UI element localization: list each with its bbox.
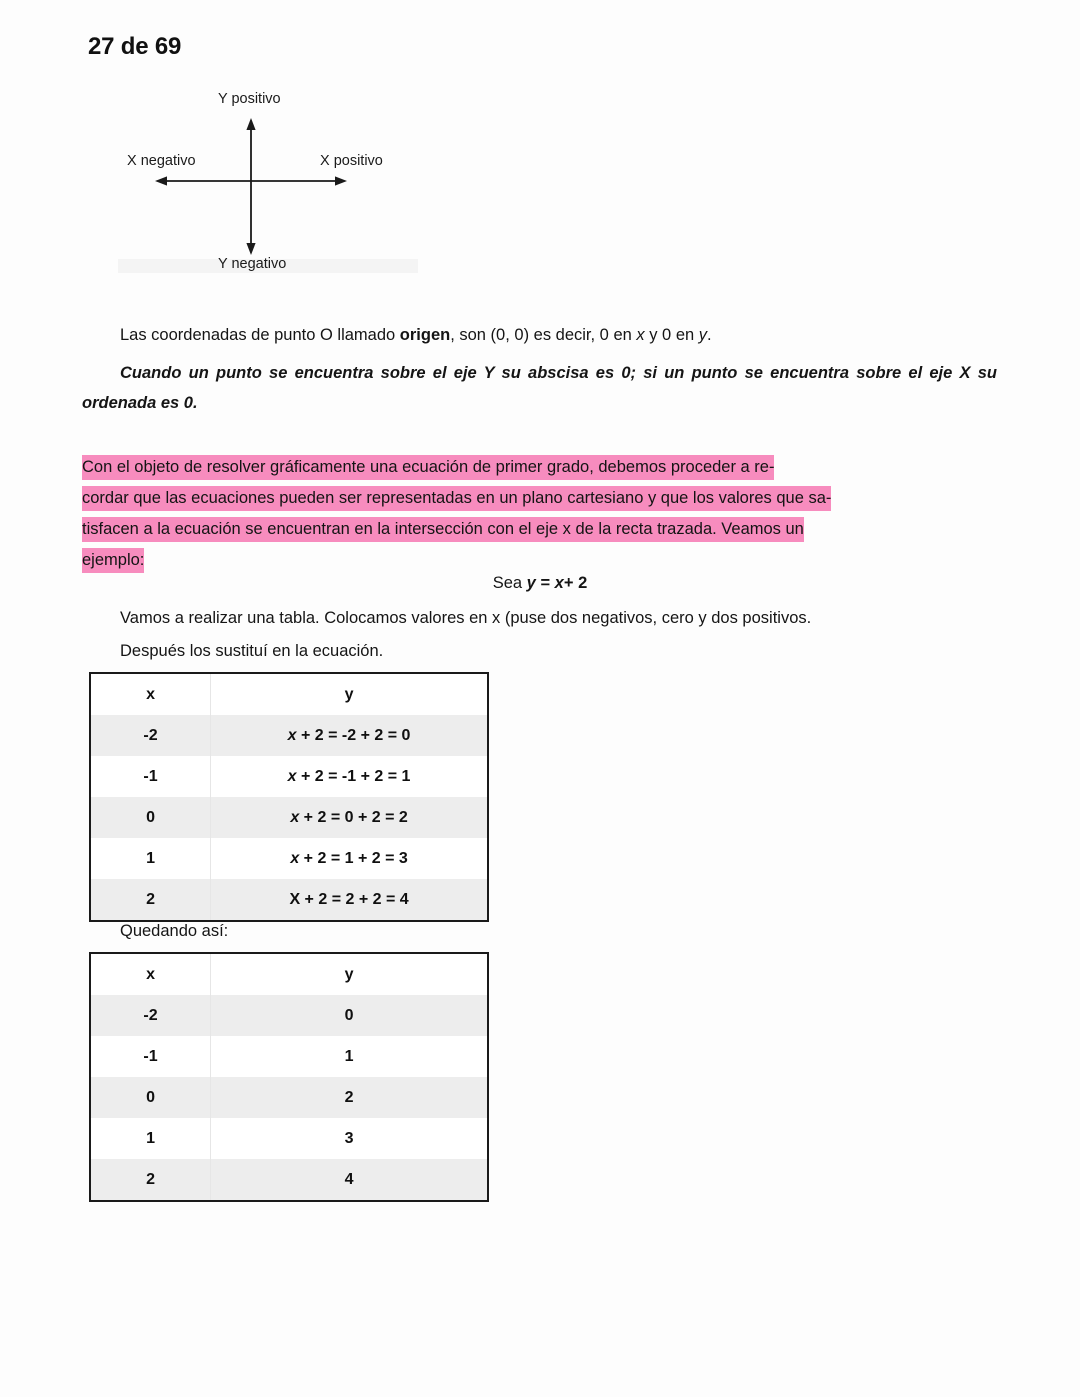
table-row xyxy=(90,995,488,1036)
header-y: y xyxy=(211,953,488,995)
cell-y-var: X xyxy=(289,890,301,908)
coords-text-part4: . xyxy=(707,326,712,344)
cell-x: 1 xyxy=(90,838,211,879)
cartesian-plane-diagram xyxy=(118,85,418,280)
coords-text-part2: , son (0, 0) es decir, 0 en xyxy=(450,326,637,344)
emphasis-line-2: el eje X su ordenada es 0. xyxy=(82,364,997,412)
equation-equals: = xyxy=(535,574,555,592)
header-y: y xyxy=(211,673,488,715)
cell-y-var: x xyxy=(290,808,300,826)
table-row xyxy=(90,797,488,838)
paragraph-result-intro: Quedando así: xyxy=(120,922,229,940)
header-x: x xyxy=(90,673,211,715)
equation-var-x: x xyxy=(554,574,564,592)
table-row xyxy=(90,715,488,756)
cell-y-rest: + 2 = 1 + 2 = 3 xyxy=(299,849,408,867)
table-row xyxy=(90,756,488,797)
label-y-positive: Y positivo xyxy=(218,91,281,107)
equation-line xyxy=(0,570,1080,596)
cell-y xyxy=(211,756,488,797)
highlighted-paragraph xyxy=(82,452,1017,576)
coords-italic-x: x xyxy=(636,326,645,344)
cell-y: 1 xyxy=(344,1047,354,1065)
cell-y: 0 xyxy=(211,995,488,1036)
x-axis-left-arrow xyxy=(155,176,167,185)
highlight-line-4: ejemplo: xyxy=(82,548,144,573)
cell-y: 2 xyxy=(211,1077,488,1118)
cell-y-var: x xyxy=(287,767,297,785)
paragraph-table-intro-line1: Vamos a realizar una tabla. Colocamos valores en x (puse dos negativos, cero y dos positivos. xyxy=(120,609,812,627)
table-row xyxy=(90,1036,488,1077)
cell-y-var: x xyxy=(287,726,297,744)
coords-text-part3: y 0 en xyxy=(644,326,699,344)
highlight-line-2: cordar que las ecuaciones pueden ser representadas en un plano cartesiano y que los valores que sa- xyxy=(82,486,831,511)
equation-prefix: Sea xyxy=(492,574,527,592)
label-x-negative: X negativo xyxy=(127,153,196,169)
page-number: 27 de 69 xyxy=(88,33,182,60)
equation-rest: + 2 xyxy=(563,574,588,592)
label-x-positive: X positivo xyxy=(320,153,383,169)
cell-y: 4 xyxy=(211,1159,488,1201)
highlight-line-3-wrap xyxy=(82,514,1017,545)
coords-bold-origen: origen xyxy=(399,326,451,344)
highlight-line-3: tisfacen a la ecuación se encuentran en la intersección con el eje x de la recta trazada. Veamos un xyxy=(82,517,804,542)
axes-svg xyxy=(118,85,418,280)
y-axis-up-arrow xyxy=(246,118,255,130)
emphasis-line-1: Cuando un punto se encuentra sobre el eje Y su abscisa es 0; si un punto se encuentra sobre xyxy=(120,364,902,382)
paragraph-emphasis xyxy=(82,358,997,418)
table-row xyxy=(90,1077,488,1118)
cell-y-var: x xyxy=(290,849,300,867)
table-row xyxy=(90,1118,488,1159)
cell-y: 3 xyxy=(344,1129,354,1147)
table-row xyxy=(90,838,488,879)
cell-y-rest: + 2 = -2 + 2 = 0 xyxy=(296,726,411,744)
cell-y-rest: + 2 = -1 + 2 = 1 xyxy=(296,767,411,785)
coords-text-part1: Las coordenadas de punto O llamado xyxy=(120,326,400,344)
y-axis-down-arrow xyxy=(246,243,255,255)
cell-y xyxy=(211,838,488,879)
cell-x: -1 xyxy=(90,1036,211,1077)
results-table xyxy=(89,952,489,1202)
equation-var-y: y xyxy=(526,574,536,592)
table-row xyxy=(90,879,488,921)
cell-x: 0 xyxy=(90,1077,211,1118)
header-x: x xyxy=(90,953,211,995)
cell-y xyxy=(211,715,488,756)
label-y-negative: Y negativo xyxy=(218,256,287,272)
cell-x: 1 xyxy=(90,1118,211,1159)
highlight-line-1: Con el objeto de resolver gráficamente una ecuación de primer grado, debemos proceder a re- xyxy=(82,455,774,480)
coords-italic-y: y xyxy=(698,326,708,344)
substitution-table xyxy=(89,672,489,922)
table-row xyxy=(90,1159,488,1201)
cell-x: -2 xyxy=(90,995,211,1036)
cell-x: 0 xyxy=(90,797,211,838)
cell-y xyxy=(211,879,488,921)
cell-x: 2 xyxy=(90,1159,211,1201)
cell-y-rest: + 2 = 2 + 2 = 4 xyxy=(300,890,409,908)
highlight-line-2-wrap xyxy=(82,483,1017,514)
table-header-row xyxy=(90,673,488,715)
cell-y-rest: + 2 = 0 + 2 = 2 xyxy=(299,808,408,826)
cell-x: -2 xyxy=(90,715,211,756)
highlight-line-1-wrap xyxy=(82,452,1017,483)
paragraph-coordinates-intro xyxy=(120,322,1000,348)
x-axis-right-arrow xyxy=(335,176,347,185)
cell-x: 2 xyxy=(90,879,211,921)
cell-x: -1 xyxy=(90,756,211,797)
table-header-row xyxy=(90,953,488,995)
cell-y xyxy=(211,797,488,838)
paragraph-table-intro-line2: Después los sustituí en la ecuación. xyxy=(120,642,384,660)
